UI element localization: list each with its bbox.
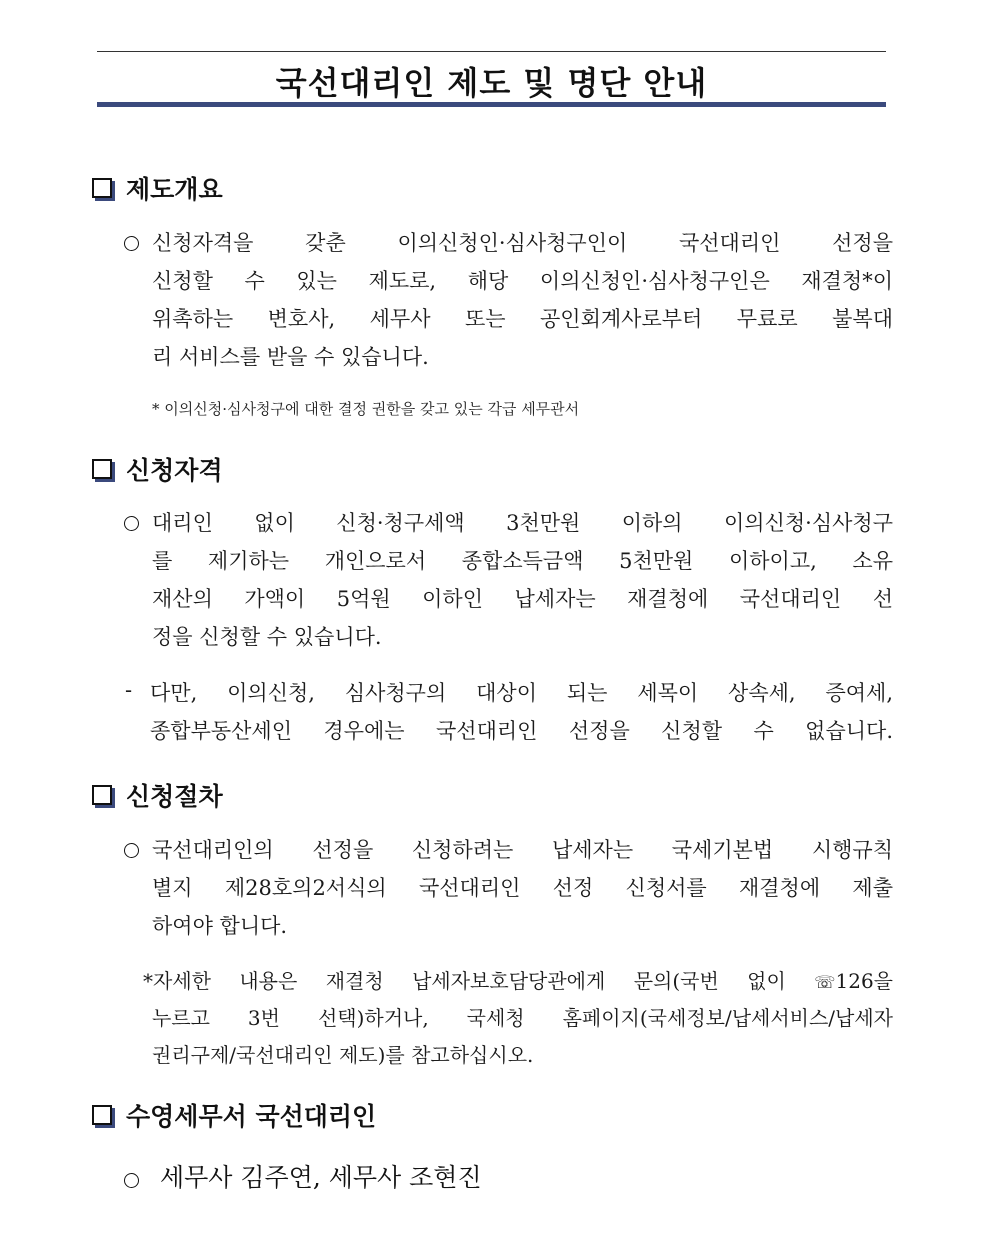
text-line: 하여야 합니다.	[152, 914, 288, 938]
text-line: 신청할 수 있는 제도로, 해당 이의신청인·심사청구인은 재결청*이	[152, 269, 893, 293]
eligibility-paragraph	[152, 504, 893, 656]
checkbox-icon	[92, 785, 112, 805]
section-heading-text: 수영세무서 국선대리인	[126, 1102, 377, 1131]
text-line: 리 서비스를 받을 수 있습니다.	[152, 345, 429, 369]
text-line: 누르고 3번 선택)하거나, 국세청 홈페이지(국세정보/납세서비스/납세자	[152, 1006, 893, 1030]
overview-paragraph	[152, 224, 893, 376]
exception-paragraph	[150, 674, 893, 750]
agent-names: 세무사 김주연, 세무사 조현진	[160, 1163, 482, 1192]
section-heading-text: 신청자격	[126, 456, 223, 485]
text-line: 를 제기하는 개인으로서 종합소득금액 5천만원 이하이고, 소유	[152, 549, 893, 573]
text-line: 종합부동산세인 경우에는 국선대리인 선정을 신청할 수 없습니다.	[150, 719, 893, 743]
footnote: * 이의신청·심사청구에 대한 결정 권한을 갖고 있는 각급 세무관서	[152, 400, 580, 418]
section-heading-procedure	[92, 777, 223, 813]
text-line: 정을 신청할 수 있습니다.	[152, 625, 382, 649]
section-heading-text: 신청절차	[126, 782, 223, 811]
checkbox-icon	[92, 1105, 112, 1125]
section-heading-text: 제도개요	[126, 175, 223, 204]
text-line: 권리구제/국선대리인 제도)를 참고하십시오.	[152, 1043, 534, 1067]
section-heading-eligibility	[92, 451, 223, 487]
text-line: 국선대리인의 선정을 신청하려는 납세자는 국세기본법 시행규칙	[152, 838, 893, 862]
checkbox-icon	[92, 178, 112, 198]
page-title: 국선대리인 제도 및 명단 안내	[275, 64, 708, 102]
text-line: 신청자격을 갖춘 이의신청인·심사청구인이 국선대리인 선정을	[152, 231, 893, 255]
circle-bullet-icon	[124, 236, 139, 251]
text-line: 위촉하는 변호사, 세무사 또는 공인회계사로부터 무료로 불복대	[152, 307, 893, 331]
checkbox-icon	[92, 459, 112, 479]
top-rule	[97, 51, 886, 52]
dash-marker: -	[125, 678, 133, 702]
phone-icon: ☏	[814, 973, 836, 993]
procedure-paragraph	[152, 831, 893, 945]
text-line: 대리인 없이 신청·청구세액 3천만원 이하의 이의신청·심사청구	[152, 511, 893, 535]
text-line: *자세한 내용은 재결청 납세자보호담당관에게 문의(국번 없이 ☏126을	[143, 969, 893, 993]
title-underline	[97, 102, 886, 107]
text-line: 다만, 이의신청, 심사청구의 대상이 되는 세목이 상속세, 증여세,	[150, 681, 893, 705]
circle-bullet-icon	[124, 516, 139, 531]
circle-bullet-icon	[124, 843, 139, 858]
text-line: 별지 제28호의2서식의 국선대리인 선정 신청서를 재결청에 제출	[152, 876, 893, 900]
text-line: 재산의 가액이 5억원 이하인 납세자는 재결청에 국선대리인 선	[152, 587, 893, 611]
circle-bullet-icon	[124, 1173, 139, 1188]
section-heading-agents	[92, 1097, 376, 1133]
contact-note	[143, 963, 893, 1074]
section-heading-overview	[92, 170, 223, 206]
